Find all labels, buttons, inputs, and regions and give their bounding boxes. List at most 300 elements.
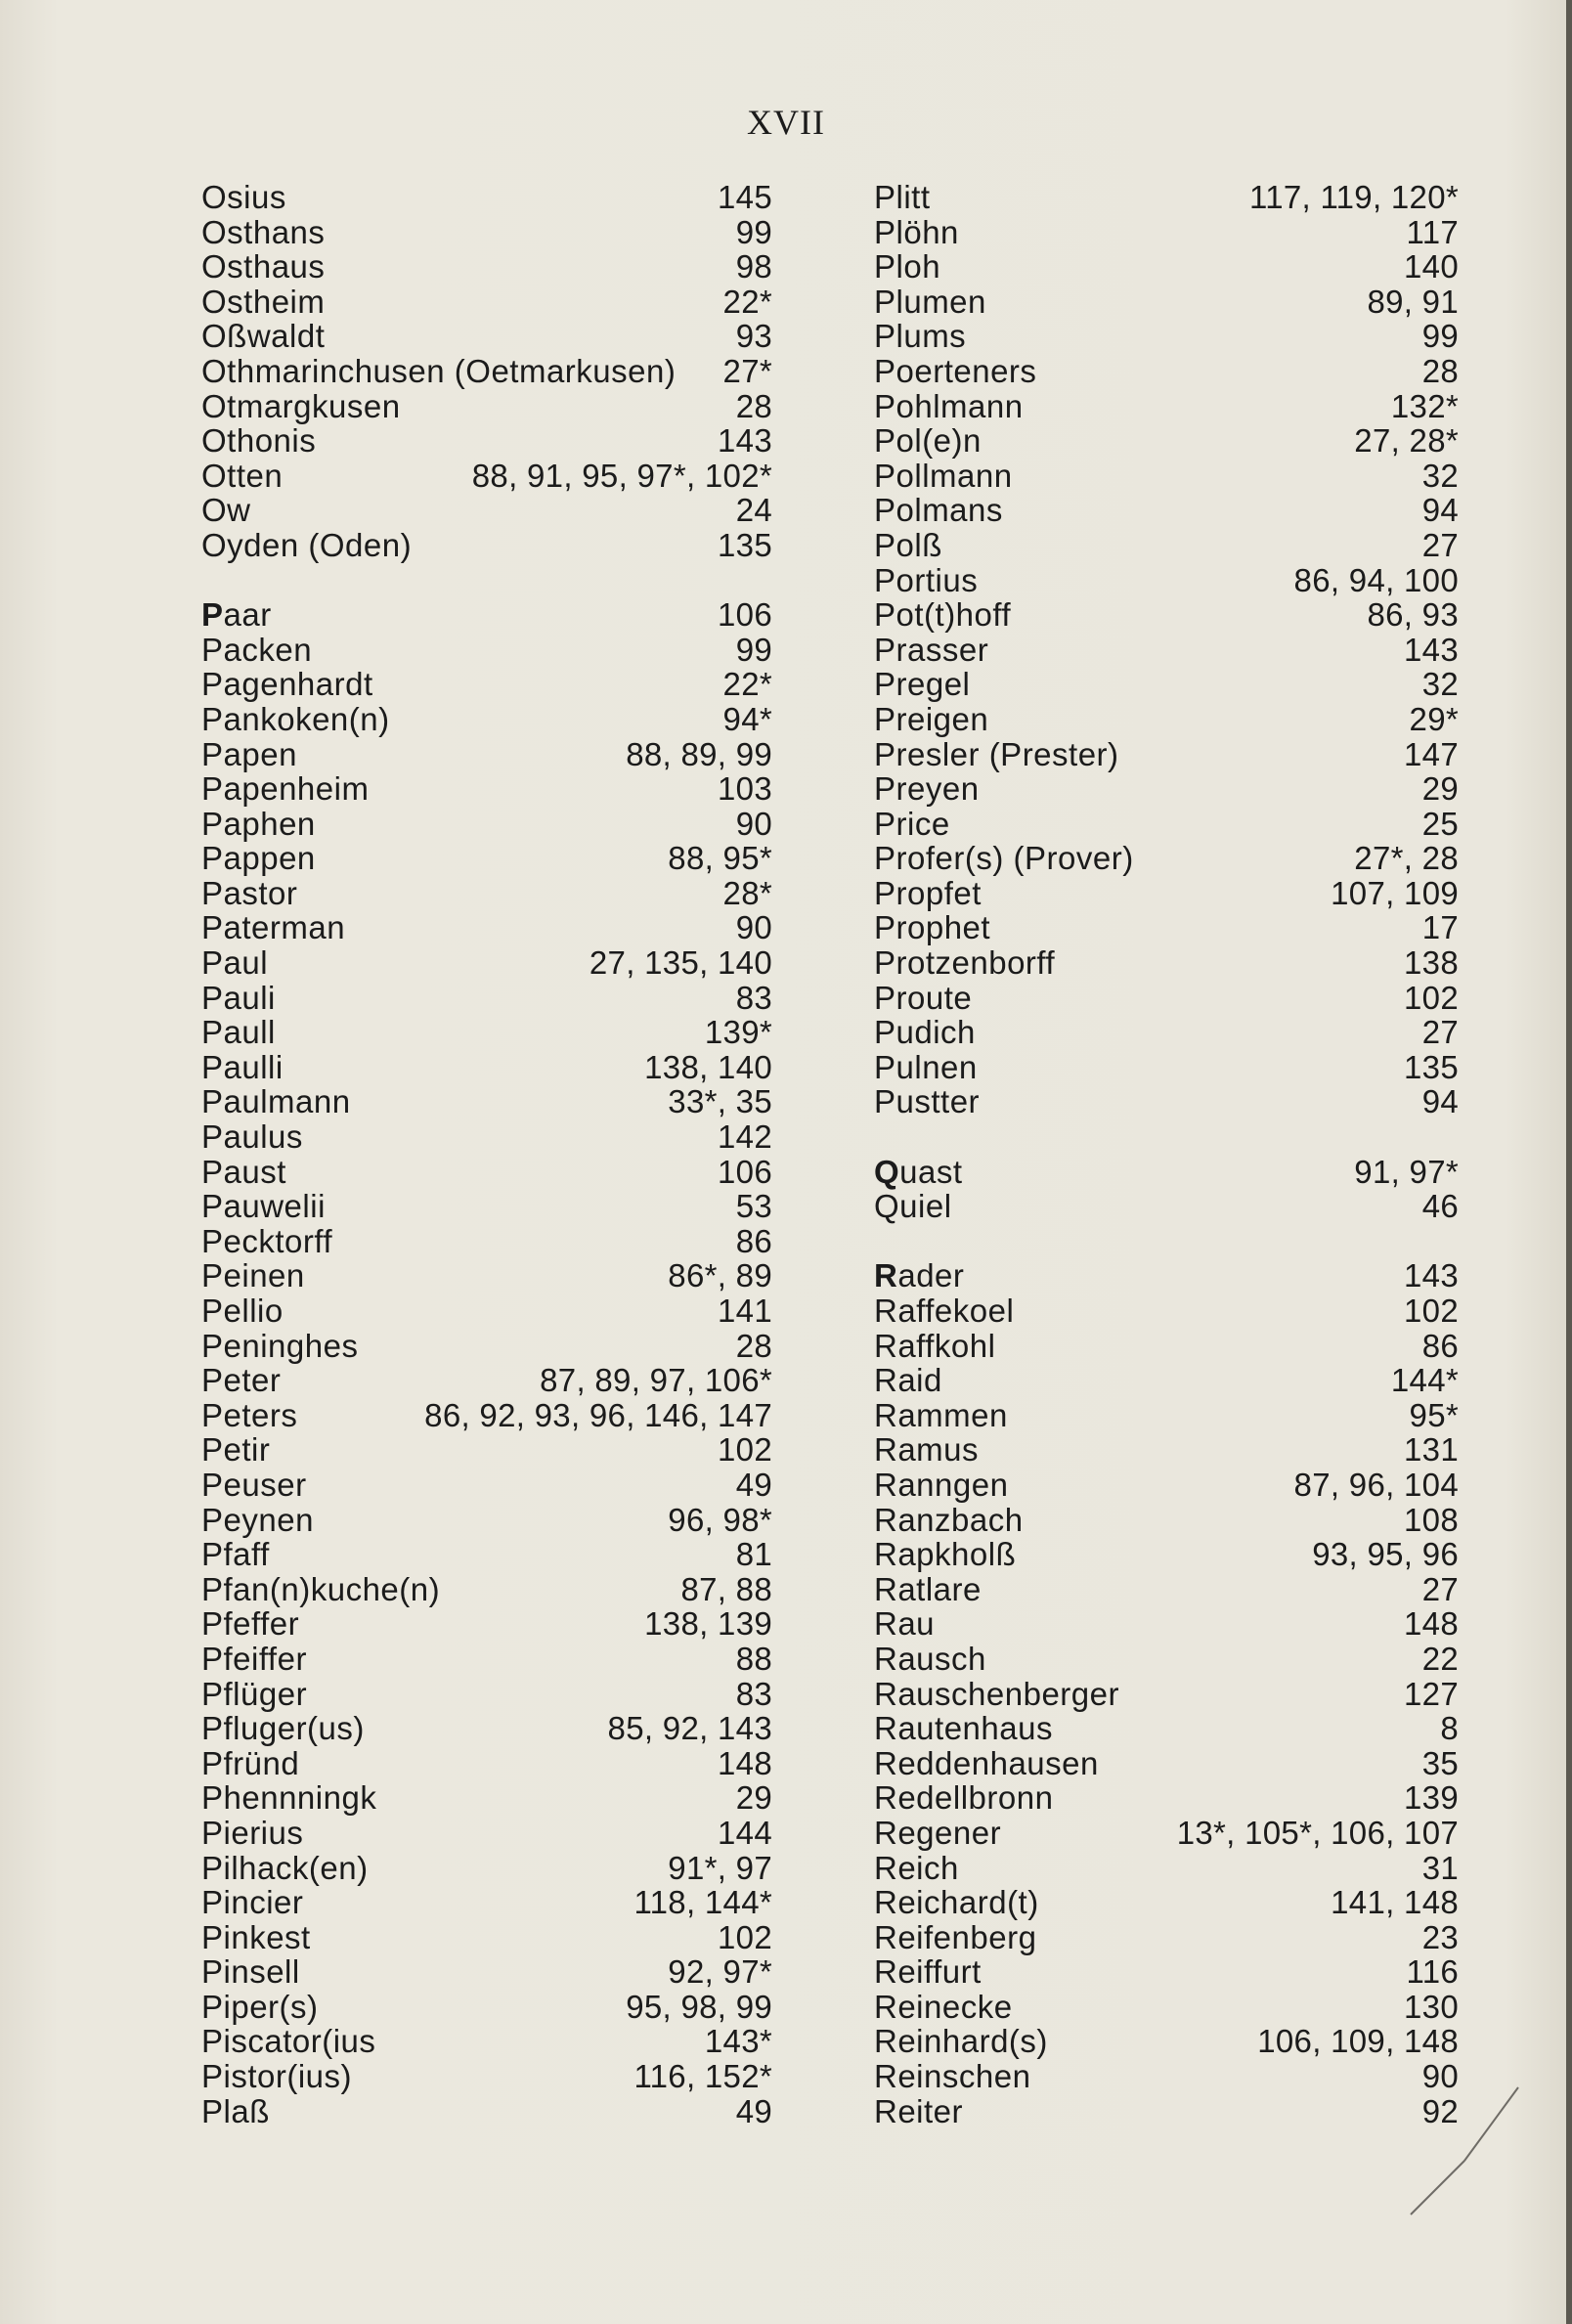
entry-name: Paterman (201, 909, 346, 946)
index-entry (201, 841, 772, 876)
index-entry (874, 667, 1459, 702)
entry-page-refs: 138 (1404, 944, 1459, 982)
index-entry (874, 1885, 1459, 1920)
entry-name: Pfluger(us) (201, 1710, 365, 1747)
index-entry (201, 876, 772, 911)
index-entry (874, 563, 1459, 598)
entry-page-refs: 27 (1421, 526, 1459, 563)
entry-page-refs: 83 (735, 1675, 772, 1712)
index-entry (201, 981, 772, 1016)
entry-name: Paulli (201, 1048, 284, 1085)
entry-name: Peinen (201, 1257, 305, 1294)
index-entry (874, 1711, 1459, 1746)
entry-page-refs: 88, 91, 95, 97*, 102* (471, 457, 772, 494)
entry-name: Pinsell (201, 1953, 300, 1991)
index-entry (201, 1851, 772, 1886)
entry-page-refs: 117, 119, 120* (1249, 179, 1459, 215)
entry-page-refs: 27, 28* (1354, 422, 1459, 460)
entry-name: Ranngen (874, 1466, 1009, 1503)
index-entry (201, 910, 772, 945)
entry-page-refs: 29 (1421, 770, 1459, 808)
entry-name: Reifenberg (874, 1918, 1037, 1955)
entry-name: Ploh (874, 248, 941, 285)
entry-page-refs: 27* (722, 352, 772, 389)
entry-name: Pudich (874, 1014, 976, 1051)
index-entry (201, 737, 772, 772)
index-entry (201, 597, 772, 633)
entry-page-refs: 32 (1421, 457, 1459, 494)
index-entry (201, 1155, 772, 1190)
index-entry (874, 876, 1459, 911)
section-gap (874, 1224, 1459, 1259)
entry-page-refs: 140 (1404, 248, 1459, 285)
entry-name: Pfan(n)kuche(n) (201, 1570, 441, 1607)
entry-name: Protzenborff (874, 944, 1056, 982)
entry-page-refs: 106 (718, 596, 772, 634)
entry-page-refs: 91, 97* (1354, 1153, 1459, 1190)
entry-page-refs: 144 (718, 1814, 772, 1851)
entry-page-refs: 88 (735, 1640, 772, 1677)
index-entry (874, 1015, 1459, 1050)
entry-page-refs: 118, 144* (633, 1884, 772, 1921)
entry-name: Rammen (874, 1396, 1008, 1433)
entry-page-refs: 92, 97* (668, 1953, 772, 1991)
entry-page-refs: 135 (718, 526, 772, 563)
entry-page-refs: 22 (1421, 1640, 1459, 1677)
entry-name: Pauli (201, 979, 276, 1016)
index-entry (874, 1780, 1459, 1816)
index-entry (201, 1050, 772, 1085)
entry-name: Reinecke (874, 1988, 1013, 2025)
entry-page-refs: 49 (735, 1466, 772, 1503)
entry-page-refs: 102 (718, 1918, 772, 1955)
index-entry (201, 354, 772, 389)
index-entry (874, 1572, 1459, 1607)
entry-name: Polmans (874, 492, 1003, 529)
entry-page-refs: 28* (722, 874, 772, 911)
entry-name: Plöhn (874, 213, 959, 250)
entry-page-refs: 25 (1421, 805, 1459, 842)
entry-name: Paust (201, 1153, 286, 1190)
entry-name: Pankoken(n) (201, 700, 390, 737)
entry-page-refs: 148 (1404, 1605, 1459, 1643)
entry-page-refs: 106 (718, 1153, 772, 1190)
entry-page-refs: 28 (735, 1327, 772, 1364)
entry-name: Pappen (201, 840, 316, 877)
pencil-mark (1406, 2083, 1523, 2219)
index-entry (874, 910, 1459, 945)
entry-name: Plumen (874, 283, 986, 320)
entry-page-refs: 86, 92, 93, 96, 146, 147 (424, 1396, 772, 1433)
entry-name: Raffekoel (874, 1293, 1015, 1329)
entry-page-refs: 93 (735, 318, 772, 355)
entry-page-refs: 103 (718, 770, 772, 808)
index-entry (201, 2094, 772, 2129)
entry-name: Pierius (201, 1814, 304, 1851)
entry-name: Poerteners (874, 352, 1037, 389)
entry-page-refs: 106, 109, 148 (1257, 2023, 1459, 2060)
index-entry (874, 285, 1459, 320)
index-entry (201, 633, 772, 668)
index-entry (201, 1780, 772, 1816)
entry-page-refs: 135 (1404, 1048, 1459, 1085)
entry-page-refs: 98 (735, 248, 772, 285)
entry-name: Reichard(t) (874, 1884, 1039, 1921)
entry-name: Raid (874, 1362, 942, 1399)
entry-name: Petir (201, 1431, 271, 1469)
entry-name: Pellio (201, 1293, 284, 1329)
entry-page-refs: 17 (1421, 909, 1459, 946)
index-entry (874, 841, 1459, 876)
index-entry (874, 1155, 1459, 1190)
entry-name: Profer(s) (Prover) (874, 840, 1134, 877)
index-entry (201, 1468, 772, 1503)
entry-name: Pincier (201, 1884, 304, 1921)
entry-name: Reich (874, 1849, 959, 1886)
entry-page-refs: 86*, 89 (668, 1257, 772, 1294)
index-entry (874, 945, 1459, 981)
entry-name: Rapkholß (874, 1536, 1017, 1573)
index-entry (874, 1258, 1459, 1294)
index-entry (201, 180, 772, 215)
index-entry (201, 459, 772, 494)
entry-name: Ratlare (874, 1570, 982, 1607)
entry-page-refs: 107, 109 (1331, 874, 1459, 911)
index-entry (874, 2024, 1459, 2059)
entry-name: Reddenhausen (874, 1744, 1099, 1781)
entry-page-refs: 87, 89, 97, 106* (540, 1362, 772, 1399)
index-entry (874, 1084, 1459, 1119)
index-entry (201, 493, 772, 528)
entry-page-refs: 95, 98, 99 (626, 1988, 772, 2025)
entry-page-refs: 13*, 105*, 106, 107 (1176, 1814, 1459, 1851)
entry-page-refs: 102 (1404, 1293, 1459, 1329)
entry-name: Papen (201, 735, 297, 772)
entry-page-refs: 28 (735, 387, 772, 424)
entry-page-refs: 143* (704, 2023, 772, 2060)
entry-name: Preyen (874, 770, 980, 808)
entry-page-refs: 141, 148 (1331, 1884, 1459, 1921)
entry-name: Pfeffer (201, 1605, 300, 1643)
entry-name: Peters (201, 1396, 298, 1433)
index-entry (874, 1363, 1459, 1398)
entry-page-refs: 139* (704, 1014, 772, 1051)
index-entry (874, 737, 1459, 772)
entry-name: Rauschenberger (874, 1675, 1119, 1712)
index-entry (201, 1084, 772, 1119)
entry-name: Ranzbach (874, 1501, 1024, 1538)
index-entry (874, 354, 1459, 389)
index-column-right (874, 180, 1459, 2128)
section-gap (201, 563, 772, 598)
entry-name: Othmarinchusen (Oetmarkusen) (201, 352, 677, 389)
entry-page-refs: 148 (718, 1744, 772, 1781)
entry-name: Osthaus (201, 248, 326, 285)
entry-page-refs: 88, 89, 99 (626, 735, 772, 772)
index-entry (874, 771, 1459, 807)
page-number: XVII (747, 103, 825, 142)
index-entry (201, 1258, 772, 1294)
entry-page-refs: 90 (735, 805, 772, 842)
index-entry (874, 180, 1459, 215)
entry-page-refs: 90 (1421, 2058, 1459, 2095)
entry-name: Preigen (874, 700, 989, 737)
index-entry (874, 493, 1459, 528)
index-entry (874, 1677, 1459, 1712)
index-entry (874, 2094, 1459, 2129)
entry-page-refs: 35 (1421, 1744, 1459, 1781)
entry-name: Polß (874, 526, 942, 563)
entry-page-refs: 142 (718, 1118, 772, 1156)
entry-page-refs: 95* (1409, 1396, 1459, 1433)
entry-name: Pfeiffer (201, 1640, 307, 1677)
index-entry (874, 1920, 1459, 1955)
entry-page-refs: 32 (1421, 666, 1459, 703)
entry-name: Paulus (201, 1118, 303, 1156)
entry-name: Pinkest (201, 1918, 311, 1955)
index-entry (201, 1503, 772, 1538)
entry-page-refs: 27*, 28 (1354, 840, 1459, 877)
entry-page-refs: 141 (718, 1293, 772, 1329)
entry-page-refs: 87, 96, 104 (1293, 1466, 1459, 1503)
entry-page-refs: 23 (1421, 1918, 1459, 1955)
index-entry (874, 389, 1459, 424)
index-entry (201, 771, 772, 807)
index-entry (874, 215, 1459, 250)
index-entry (201, 1224, 772, 1259)
entry-name: Pastor (201, 874, 298, 911)
entry-page-refs: 94 (1421, 492, 1459, 529)
index-entry (874, 633, 1459, 668)
entry-name: Pilhack(en) (201, 1849, 369, 1886)
entry-page-refs: 99 (735, 631, 772, 668)
entry-name: Oßwaldt (201, 318, 326, 355)
index-entry (874, 528, 1459, 563)
entry-name: Paull (201, 1014, 276, 1051)
index-entry (201, 1398, 772, 1433)
entry-name: Peter (201, 1362, 282, 1399)
index-entry (874, 1606, 1459, 1642)
entry-page-refs: 46 (1421, 1188, 1459, 1225)
entry-name: Osthans (201, 213, 326, 250)
entry-page-refs: 22* (722, 666, 772, 703)
index-entry (874, 1468, 1459, 1503)
index-entry (201, 389, 772, 424)
index-entry (874, 319, 1459, 354)
entry-page-refs: 99 (735, 213, 772, 250)
index-entry (201, 1329, 772, 1364)
entry-page-refs: 29 (735, 1779, 772, 1817)
entry-name: Price (874, 805, 950, 842)
entry-page-refs: 94 (1421, 1083, 1459, 1120)
entry-page-refs: 88, 95* (668, 840, 772, 877)
index-entry (874, 1990, 1459, 2025)
section-gap (874, 1119, 1459, 1155)
entry-name: Otten (201, 457, 284, 494)
entry-page-refs: 49 (735, 2092, 772, 2129)
entry-name: Reinhard(s) (874, 2023, 1048, 2060)
entry-name: Propfet (874, 874, 982, 911)
index-entry (874, 459, 1459, 494)
entry-page-refs: 24 (735, 492, 772, 529)
entry-name: Paar (201, 596, 272, 634)
index-entry (201, 215, 772, 250)
entry-name: Quast (874, 1153, 963, 1190)
entry-page-refs: 27, 135, 140 (589, 944, 772, 982)
index-entry (201, 1746, 772, 1781)
index-entry (201, 2059, 772, 2094)
entry-name: Pistor(ius) (201, 2058, 353, 2095)
entry-name: Rau (874, 1605, 936, 1643)
entry-page-refs: 22* (722, 283, 772, 320)
entry-page-refs: 139 (1404, 1779, 1459, 1817)
index-entry (874, 1746, 1459, 1781)
index-entry (201, 1885, 772, 1920)
entry-page-refs: 96, 98* (668, 1501, 772, 1538)
entry-name: Pulnen (874, 1048, 978, 1085)
index-entry (201, 2024, 772, 2059)
entry-page-refs: 27 (1421, 1570, 1459, 1607)
entry-page-refs: 87, 88 (680, 1570, 772, 1607)
entry-page-refs: 117 (1406, 213, 1459, 250)
entry-page-refs: 91*, 97 (668, 1849, 772, 1886)
entry-page-refs: 86 (1421, 1327, 1459, 1364)
index-entry (201, 1990, 772, 2025)
entry-page-refs: 108 (1404, 1501, 1459, 1538)
index-entry (201, 319, 772, 354)
index-entry (201, 1606, 772, 1642)
entry-page-refs: 116, 152* (633, 2058, 772, 2095)
entry-page-refs: 89, 91 (1367, 283, 1459, 320)
index-entry (874, 423, 1459, 459)
entry-name: Ostheim (201, 283, 326, 320)
index-entry (201, 1816, 772, 1851)
entry-page-refs: 144* (1390, 1362, 1459, 1399)
entry-page-refs: 102 (718, 1431, 772, 1469)
index-entry (201, 702, 772, 737)
index-entry (201, 1294, 772, 1329)
entry-name: Piscator(ius (201, 2023, 376, 2060)
entry-name: Plitt (874, 179, 931, 215)
entry-page-refs: 143 (1404, 631, 1459, 668)
entry-page-refs: 116 (1406, 1953, 1459, 1991)
index-entry (201, 285, 772, 320)
entry-page-refs: 130 (1404, 1988, 1459, 2025)
entry-name: Plums (874, 318, 967, 355)
entry-page-refs: 83 (735, 979, 772, 1016)
entry-name: Pot(t)hoff (874, 596, 1012, 634)
entry-page-refs: 143 (1404, 1257, 1459, 1294)
entry-page-refs: 132* (1390, 387, 1459, 424)
entry-page-refs: 81 (735, 1536, 772, 1573)
index-entry (201, 1711, 772, 1746)
index-entry (874, 2059, 1459, 2094)
entry-page-refs: 102 (1404, 979, 1459, 1016)
index-entry (874, 1851, 1459, 1886)
entry-page-refs: 29* (1409, 700, 1459, 737)
index-entry (201, 1537, 772, 1572)
entry-name: Pustter (874, 1083, 981, 1120)
entry-name: Pagenhardt (201, 666, 373, 703)
entry-page-refs: 86, 94, 100 (1293, 561, 1459, 598)
index-entry (874, 807, 1459, 842)
index-entry (874, 702, 1459, 737)
entry-page-refs: 31 (1421, 1849, 1459, 1886)
entry-name: Portius (874, 561, 979, 598)
entry-name: Peninghes (201, 1327, 359, 1364)
index-entry (201, 667, 772, 702)
entry-name: Oyden (Oden) (201, 526, 413, 563)
index-entry (874, 1329, 1459, 1364)
entry-page-refs: 8 (1440, 1710, 1459, 1747)
entry-page-refs: 27 (1421, 1014, 1459, 1051)
entry-page-refs: 127 (1404, 1675, 1459, 1712)
entry-page-refs: 28 (1421, 352, 1459, 389)
index-entry (201, 945, 772, 981)
index-entry (201, 1432, 772, 1468)
entry-name: Pol(e)n (874, 422, 982, 460)
entry-name: Packen (201, 631, 313, 668)
entry-name: Reiter (874, 2092, 964, 2129)
entry-page-refs: 131 (1404, 1431, 1459, 1469)
index-entry (201, 1954, 772, 1990)
index-entry (201, 1572, 772, 1607)
entry-name: Pohlmann (874, 387, 1024, 424)
index-entry (201, 1119, 772, 1155)
index-entry (874, 249, 1459, 285)
entry-name: Phennningk (201, 1779, 377, 1817)
index-entry (874, 597, 1459, 633)
entry-name: Pfaff (201, 1536, 270, 1573)
index-entry (874, 1642, 1459, 1677)
entry-name: Rautenhaus (874, 1710, 1053, 1747)
index-entry (874, 1954, 1459, 1990)
index-entry (201, 1677, 772, 1712)
entry-name: Reiffurt (874, 1953, 982, 1991)
index-entry (201, 423, 772, 459)
index-entry (201, 528, 772, 563)
entry-name: Peuser (201, 1466, 307, 1503)
entry-page-refs: 94* (722, 700, 772, 737)
entry-name: Plaß (201, 2092, 270, 2129)
entry-name: Ramus (874, 1431, 980, 1469)
index-entry (874, 1294, 1459, 1329)
entry-name: Prophet (874, 909, 991, 946)
index-entry (201, 1920, 772, 1955)
entry-page-refs: 143 (718, 422, 772, 460)
entry-page-refs: 90 (735, 909, 772, 946)
entry-name: Reinschen (874, 2058, 1031, 2095)
entry-page-refs: 147 (1404, 735, 1459, 772)
entry-name: Quiel (874, 1188, 952, 1225)
entry-name: Pauwelii (201, 1188, 326, 1225)
entry-name: Rader (874, 1257, 965, 1294)
index-entry (874, 1816, 1459, 1851)
entry-name: Paphen (201, 805, 316, 842)
index-column-left (201, 180, 772, 2128)
entry-page-refs: 86 (735, 1222, 772, 1259)
index-entry (874, 1050, 1459, 1085)
entry-name: Regener (874, 1814, 1002, 1851)
entry-name: Rausch (874, 1640, 986, 1677)
entry-name: Prasser (874, 631, 989, 668)
index-entry (201, 1015, 772, 1050)
entry-page-refs: 99 (1421, 318, 1459, 355)
entry-name: Pflüger (201, 1675, 308, 1712)
index-entry (201, 1642, 772, 1677)
index-entry (874, 1503, 1459, 1538)
entry-name: Raffkohl (874, 1327, 996, 1364)
